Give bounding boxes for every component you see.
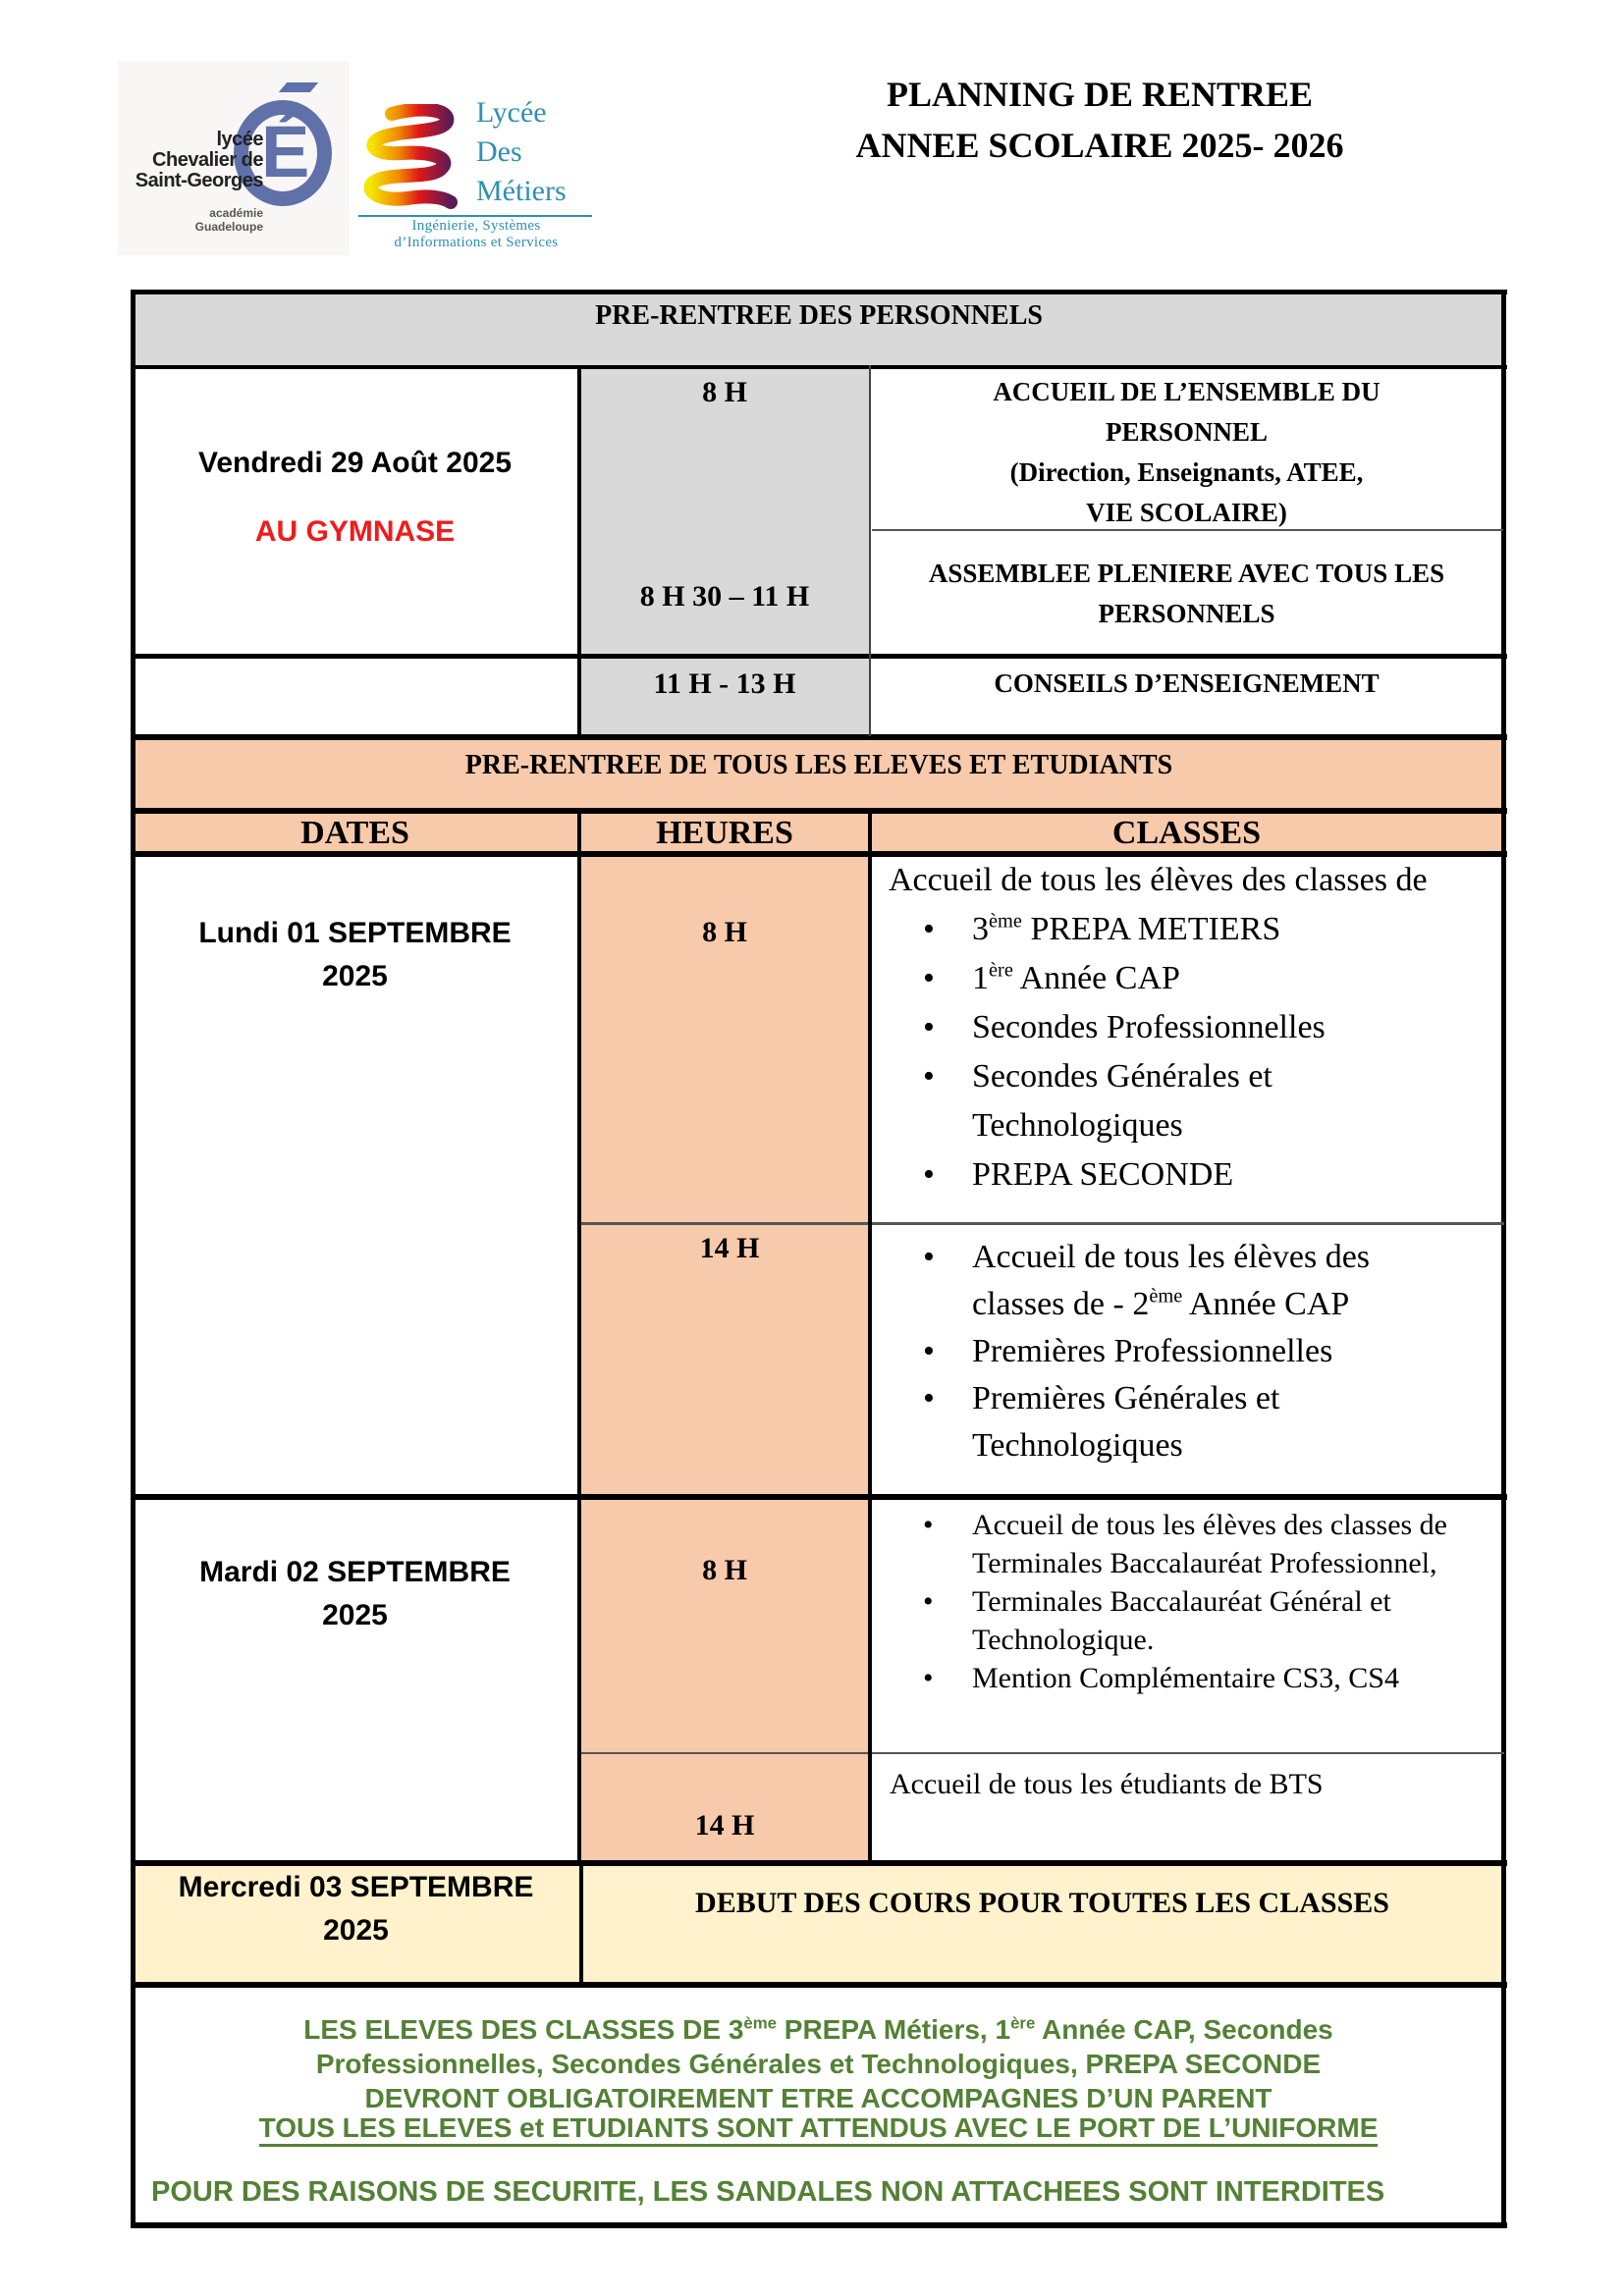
classes-list	[874, 905, 1501, 1200]
date-line: Mercredi 03 SEPTEMBRE	[178, 1871, 534, 1903]
list-item: • Secondes Professionnelles	[874, 1003, 1501, 1052]
list-item: • Premières Générales et Technologiques	[874, 1375, 1483, 1469]
parent-notice	[135, 2012, 1501, 2115]
lundi-time-8h: 8 H	[702, 916, 747, 948]
date-line: 2025	[322, 960, 388, 992]
classes-list	[874, 1506, 1497, 1697]
list-item: • 3ème PREPA METIERS	[874, 905, 1501, 954]
emblem-letter: É	[261, 111, 310, 192]
parent-notice-line-2: Professionnelles, Secondes Générales et Technologiques, PREPA SECONDE	[315, 2049, 1322, 2079]
list-item: • Mention Complémentaire CS3, CS4	[874, 1659, 1497, 1697]
staff-time-1: 8 H	[702, 376, 747, 408]
mardi-time-14h: 14 H	[694, 1809, 755, 1842]
logo-name-line: Saint-Georges	[135, 170, 263, 191]
parent-notice-line-1: LES ELEVES DES CLASSES DE 3ème PREPA Métiers, 1ère Année CAP, Secondes	[303, 2013, 1333, 2045]
classes-list	[874, 1234, 1483, 1469]
list-item: • 1ère Année CAP	[874, 954, 1501, 1003]
list-item: • Secondes Générales et Technologiques	[874, 1052, 1501, 1150]
activity-line: ACCUEIL DE L’ENSEMBLE DU	[993, 377, 1380, 406]
mardi-8h-classes	[874, 1506, 1497, 1697]
uniform-notice-text: TOUS LES ELEVES et ETUDIANTS SONT ATTENDUS AVEC LE PORT DE L’UNIFORME	[259, 2112, 1379, 2147]
activity-line: CONSEILS D’ENSEIGNEMENT	[994, 668, 1380, 698]
activity-line: PERSONNEL	[1105, 417, 1269, 447]
logo-name-line: Chevalier de	[152, 149, 263, 171]
date-line: 2025	[323, 1914, 389, 1947]
date-line: 2025	[322, 1599, 388, 1631]
students-section-title: PRE-RENTREE DE TOUS LES ELEVES ET ETUDIANTS	[464, 750, 1173, 780]
mardi-14h-classes: Accueil de tous les étudiants de BTS	[890, 1768, 1324, 1800]
staff-section-title: PRE-RENTREE DES PERSONNELS	[595, 300, 1043, 331]
list-item: • Accueil de tous les élèves des classes de - 2ème Année CAP	[874, 1234, 1483, 1328]
mardi-date	[133, 1551, 577, 1637]
activity-line: (Direction, Enseignants, ATEE,	[1009, 457, 1364, 487]
title-line-2: ANNEE SCOLAIRE 2025- 2026	[855, 126, 1344, 165]
column-header-dates: DATES	[300, 815, 409, 851]
mardi-time-8h: 8 H	[702, 1554, 747, 1586]
students-time-column	[579, 854, 870, 1863]
lundi-date	[133, 912, 577, 998]
activity-line: ASSEMBLEE PLENIERE AVEC TOUS LES	[928, 559, 1445, 588]
list-item: • Terminales Baccalauréat Général et Technologique.	[874, 1582, 1497, 1659]
activity-line: PERSONNELS	[1098, 599, 1275, 628]
staff-time-3: 11 H - 13 H	[653, 667, 796, 700]
staff-activity-2	[872, 554, 1501, 634]
lundi-14h-classes	[874, 1234, 1483, 1469]
list-item: • PREPA SECONDE	[874, 1150, 1501, 1200]
classes-intro: Accueil de tous les élèves des classes de	[889, 862, 1428, 898]
lundi-8h-classes	[889, 856, 1501, 1200]
logo-name-line: lycée	[216, 129, 263, 150]
mercredi-date	[133, 1866, 579, 1952]
date-line: Lundi 01 SEPTEMBRE	[198, 917, 512, 949]
logo-subtitle-line: d’Informations et Services	[394, 235, 559, 250]
logo-academy-line: académie	[209, 206, 263, 220]
uniform-notice	[135, 2110, 1501, 2146]
logo-academy-line: Guadeloupe	[194, 220, 263, 234]
staff-time-2: 8 H 30 – 11 H	[639, 580, 810, 613]
column-header-heures: HEURES	[656, 815, 793, 851]
logo-word: Lycée	[476, 96, 547, 129]
staff-activity-1	[872, 372, 1501, 533]
sandals-notice: POUR DES RAISONS DE SECURITE, LES SANDALES NON ATTACHEES SONT INTERDITES	[151, 2176, 1385, 2208]
staff-date: Vendredi 29 Août 2025	[197, 447, 512, 479]
logo-word: Métiers	[476, 175, 567, 207]
mercredi-course-start: DEBUT DES COURS POUR TOUTES LES CLASSES	[695, 1887, 1389, 1919]
logo-word: Des	[476, 135, 522, 168]
logo-subtitle-line: Ingénierie, Systèmes	[411, 218, 541, 234]
staff-activity-3	[872, 664, 1501, 704]
list-item: • Premières Professionnelles	[874, 1328, 1483, 1375]
title-line-1: PLANNING DE RENTREE	[886, 75, 1314, 114]
list-item: • Accueil de tous les élèves des classes de Terminales Baccalauréat Professionnel,	[874, 1506, 1497, 1582]
date-line: Mardi 02 SEPTEMBRE	[199, 1556, 511, 1588]
lundi-time-14h: 14 H	[699, 1232, 760, 1264]
column-header-classes: CLASSES	[1111, 815, 1262, 851]
staff-location: AU GYMNASE	[254, 515, 456, 548]
parent-notice-line-3: DEVRONT OBLIGATOIREMENT ETRE ACCOMPAGNES D’UN PARENT	[364, 2083, 1272, 2113]
activity-line: VIE SCOLAIRE)	[1086, 498, 1287, 527]
